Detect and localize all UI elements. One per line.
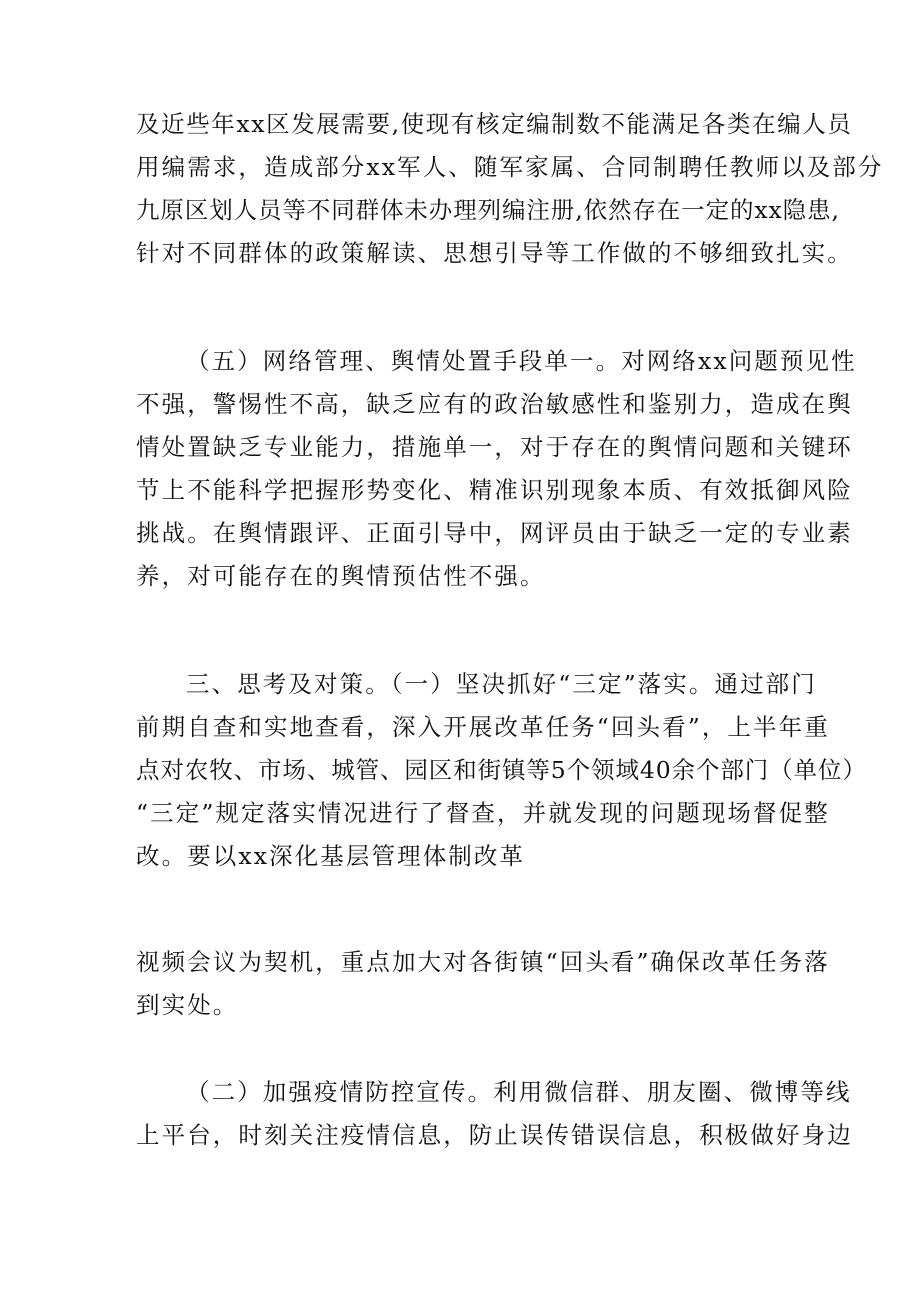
text-line: 改。要以xx深化基层管理体制改革 <box>136 842 526 870</box>
text-line: 到实处。 <box>136 991 239 1019</box>
text-line: （二）加强疫情防控宣传。利用微信群、朋友圈、微博等线 <box>186 1078 852 1106</box>
text-line: 挑战。在舆情跟评、正面引导中，网评员由于缺乏一定的专业素 <box>136 519 853 547</box>
text-line: 节上不能科学把握形势变化、精准识别现象本质、有效抵御风险 <box>136 476 853 504</box>
text-line: 九原区划人员等不同群体未办理列编注册,依然存在一定的xx隐患, <box>136 196 840 224</box>
text-line: 点对农牧、市场、城管、园区和街镇等5个领域40余个部门（单位） <box>136 756 867 784</box>
text-line: （五）网络管理、舆情处置手段单一。对网络xx问题预见性 <box>186 347 857 375</box>
text-line: 针对不同群体的政策解读、思想引导等工作做的不够细致扎实。 <box>136 239 853 267</box>
text-line: 及近些年xx区发展需要,使现有核定编制数不能满足各类在编人员 <box>136 110 853 138</box>
paragraph-staffing-issues <box>136 103 884 275</box>
text-line: 视频会议为契机，重点加大对各街镇“回头看”确保改革任务落 <box>136 948 830 976</box>
paragraph-video-conference <box>136 941 830 1027</box>
paragraph-countermeasures <box>136 663 867 878</box>
text-line: 三、思考及对策。（一）坚决抓好“三定”落实。通过部门 <box>186 670 817 698</box>
text-line: 用编需求，造成部分xx军人、随军家属、合同制聘任教师以及部分 <box>136 153 884 181</box>
text-line: 情处置缺乏专业能力，措施单一，对于存在的舆情问题和关键环 <box>136 433 853 461</box>
text-line: 养，对可能存在的舆情预估性不强。 <box>136 562 546 590</box>
text-line: 上平台，时刻关注疫情信息，防止误传错误信息，积极做好身边 <box>136 1121 853 1149</box>
text-line: “三定”规定落实情况进行了督查，并就发现的问题现场督促整 <box>136 799 830 827</box>
text-line: 不强，警惕性不高，缺乏应有的政治敏感性和鉴别力，造成在舆 <box>136 390 853 418</box>
paragraph-epidemic-publicity <box>136 1071 853 1157</box>
text-line: 前期自查和实地查看，深入开展改革任务“回头看”，上半年重 <box>136 713 830 741</box>
paragraph-network-management <box>136 340 857 598</box>
